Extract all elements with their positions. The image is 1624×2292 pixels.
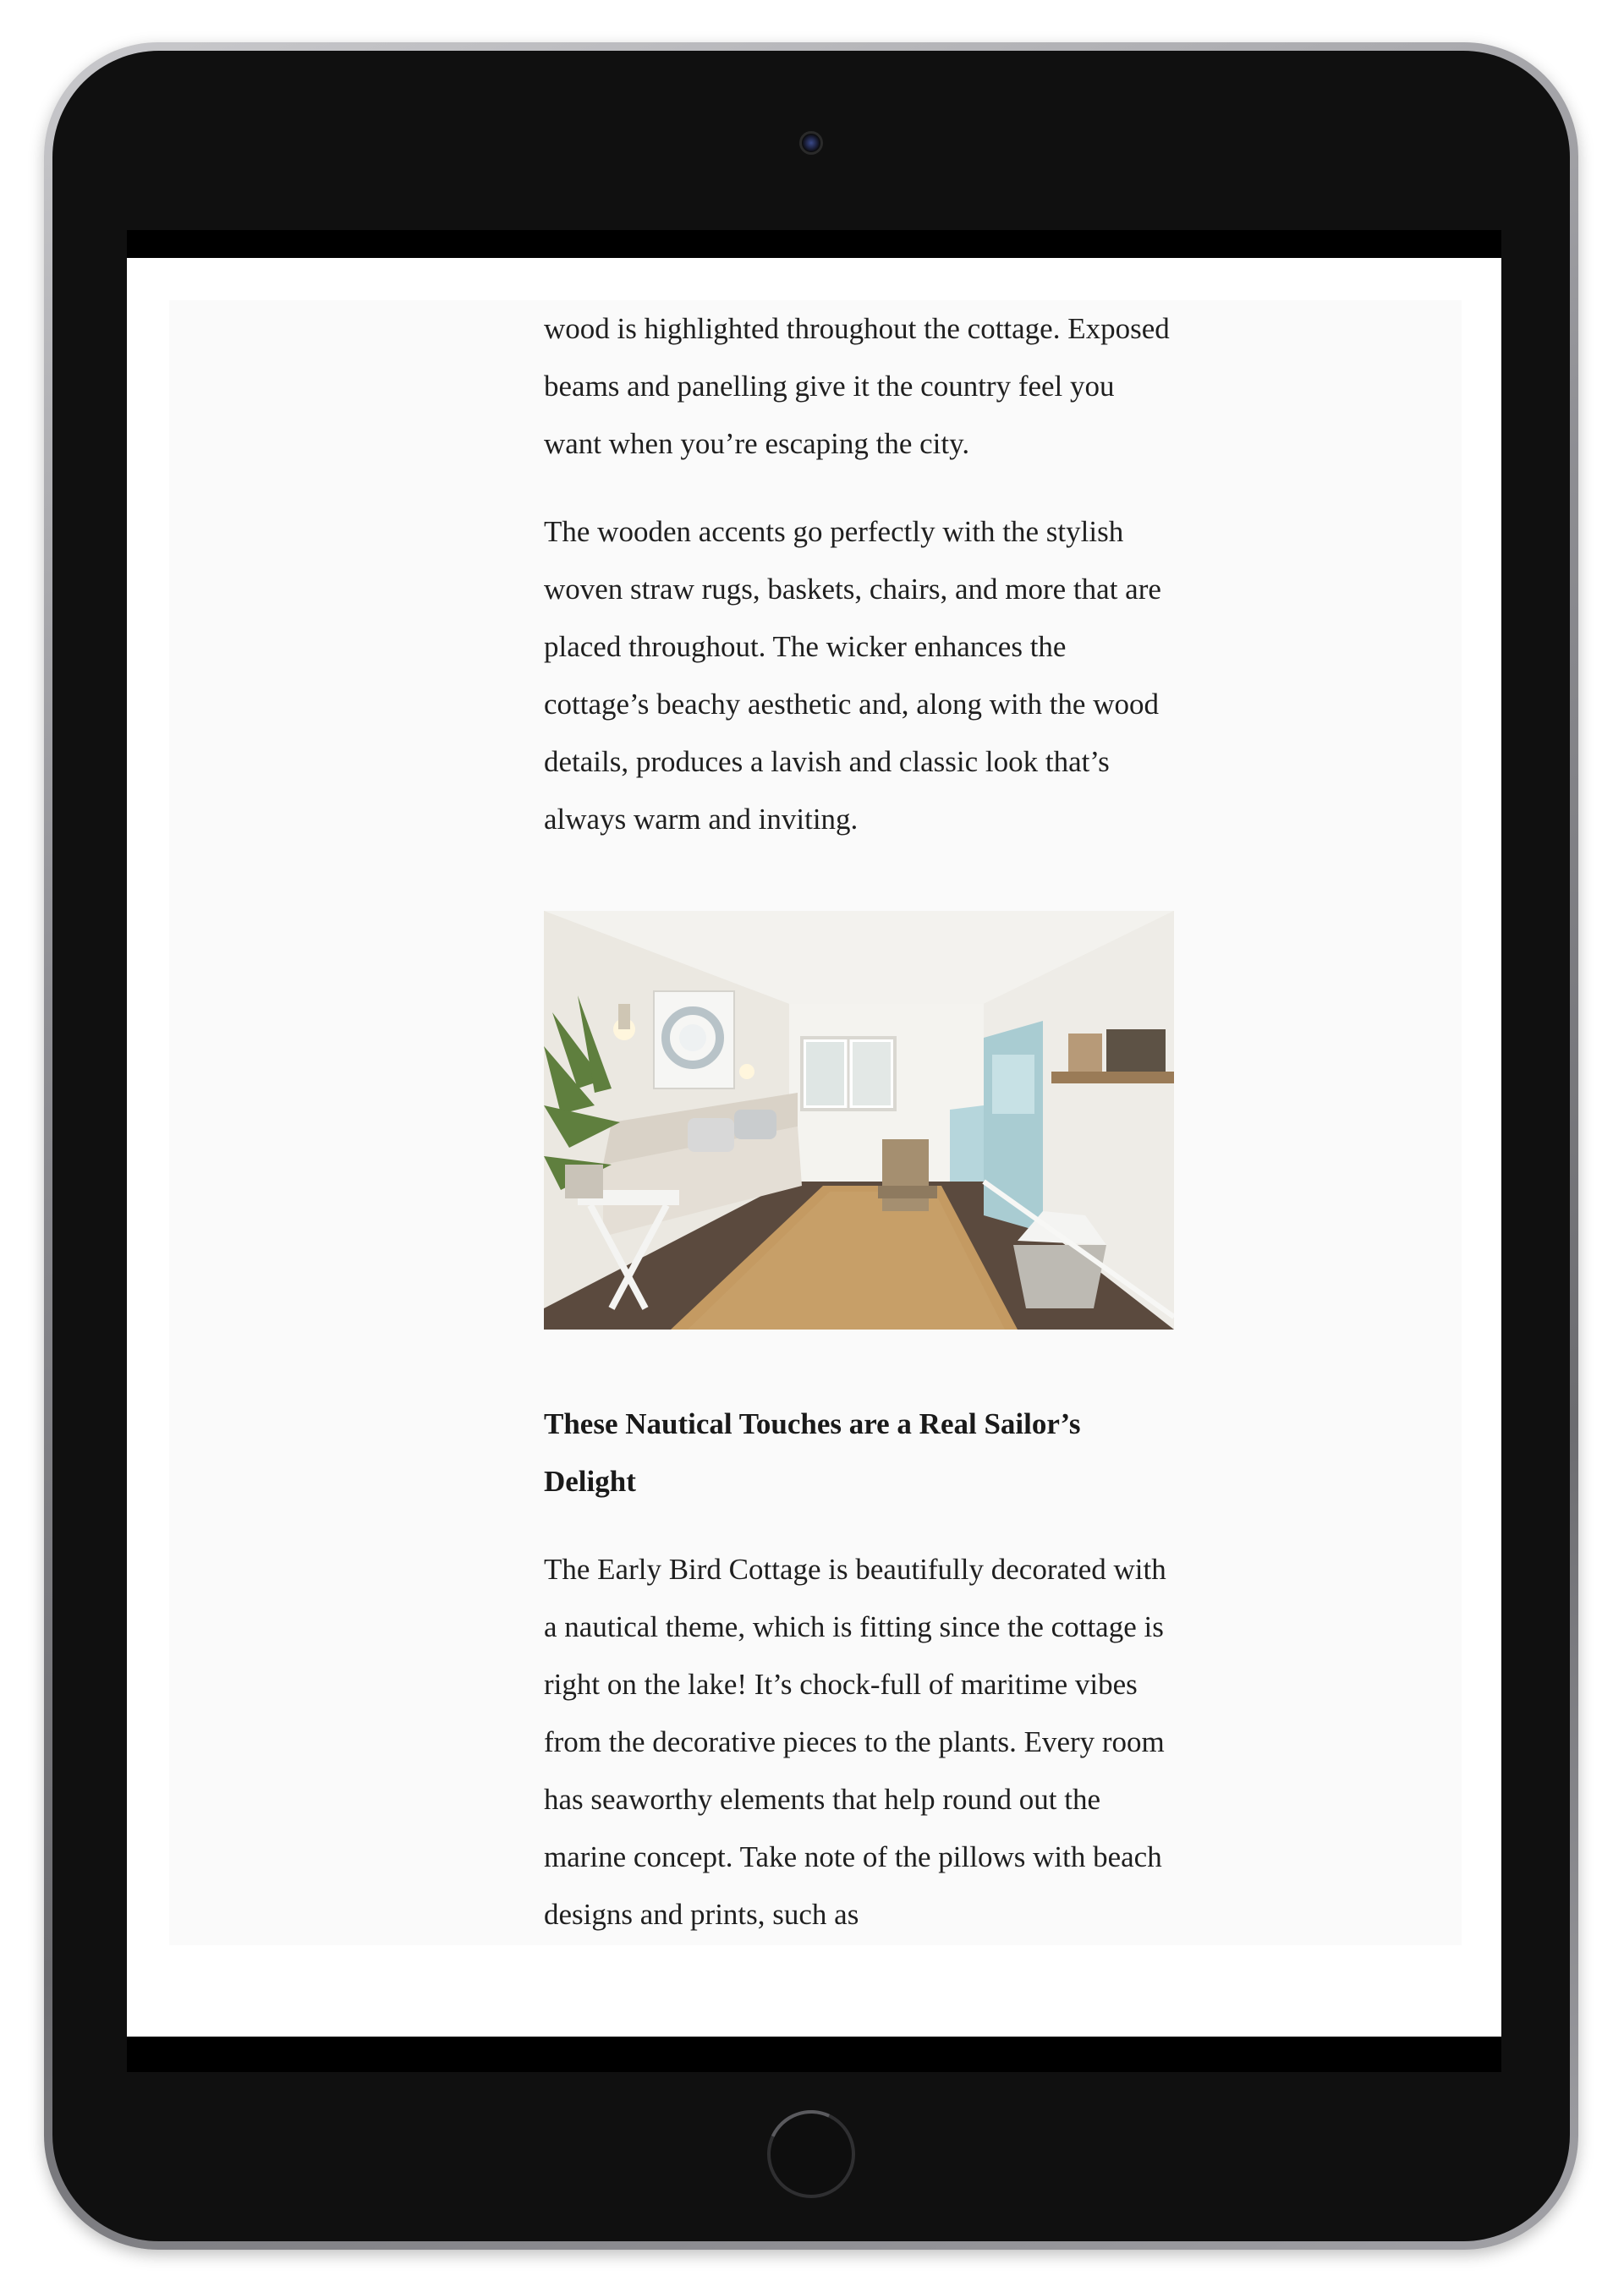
article-paragraph: wood is highlighted throughout the cottage. Exposed beams and panelling give it the country feel you want when you’re escaping the city. xyxy=(544,312,1170,460)
home-button[interactable] xyxy=(767,2110,855,2198)
front-camera-icon xyxy=(799,131,823,155)
article-body xyxy=(544,300,1174,1944)
living-room-photo-icon xyxy=(544,911,1174,1330)
article-container xyxy=(169,300,1462,1945)
living-room-photo xyxy=(544,911,1174,1330)
section-heading: These Nautical Touches are a Real Sailor’s Delight xyxy=(544,1407,1081,1498)
article-paragraph: The Early Bird Cottage is beautifully decorated with a nautical theme, which is fitting since the cottage is right on the lake! It’s chock-full of maritime vibes from the decorative pieces to the plants. Every room has seaworthy elements that help round out the marine concept. Take note of the pillows with beach designs and prints, such as xyxy=(544,1553,1166,1931)
web-page-viewport[interactable] xyxy=(127,258,1501,2037)
article-paragraph: The wooden accents go perfectly with the stylish woven straw rugs, baskets, chairs, and more that are placed throughout. The wicker enhances the cottage’s beachy aesthetic and, along with the wood details, produces a lavish and classic look that’s always warm and inviting. xyxy=(544,515,1161,836)
tablet-screen xyxy=(127,230,1501,2072)
